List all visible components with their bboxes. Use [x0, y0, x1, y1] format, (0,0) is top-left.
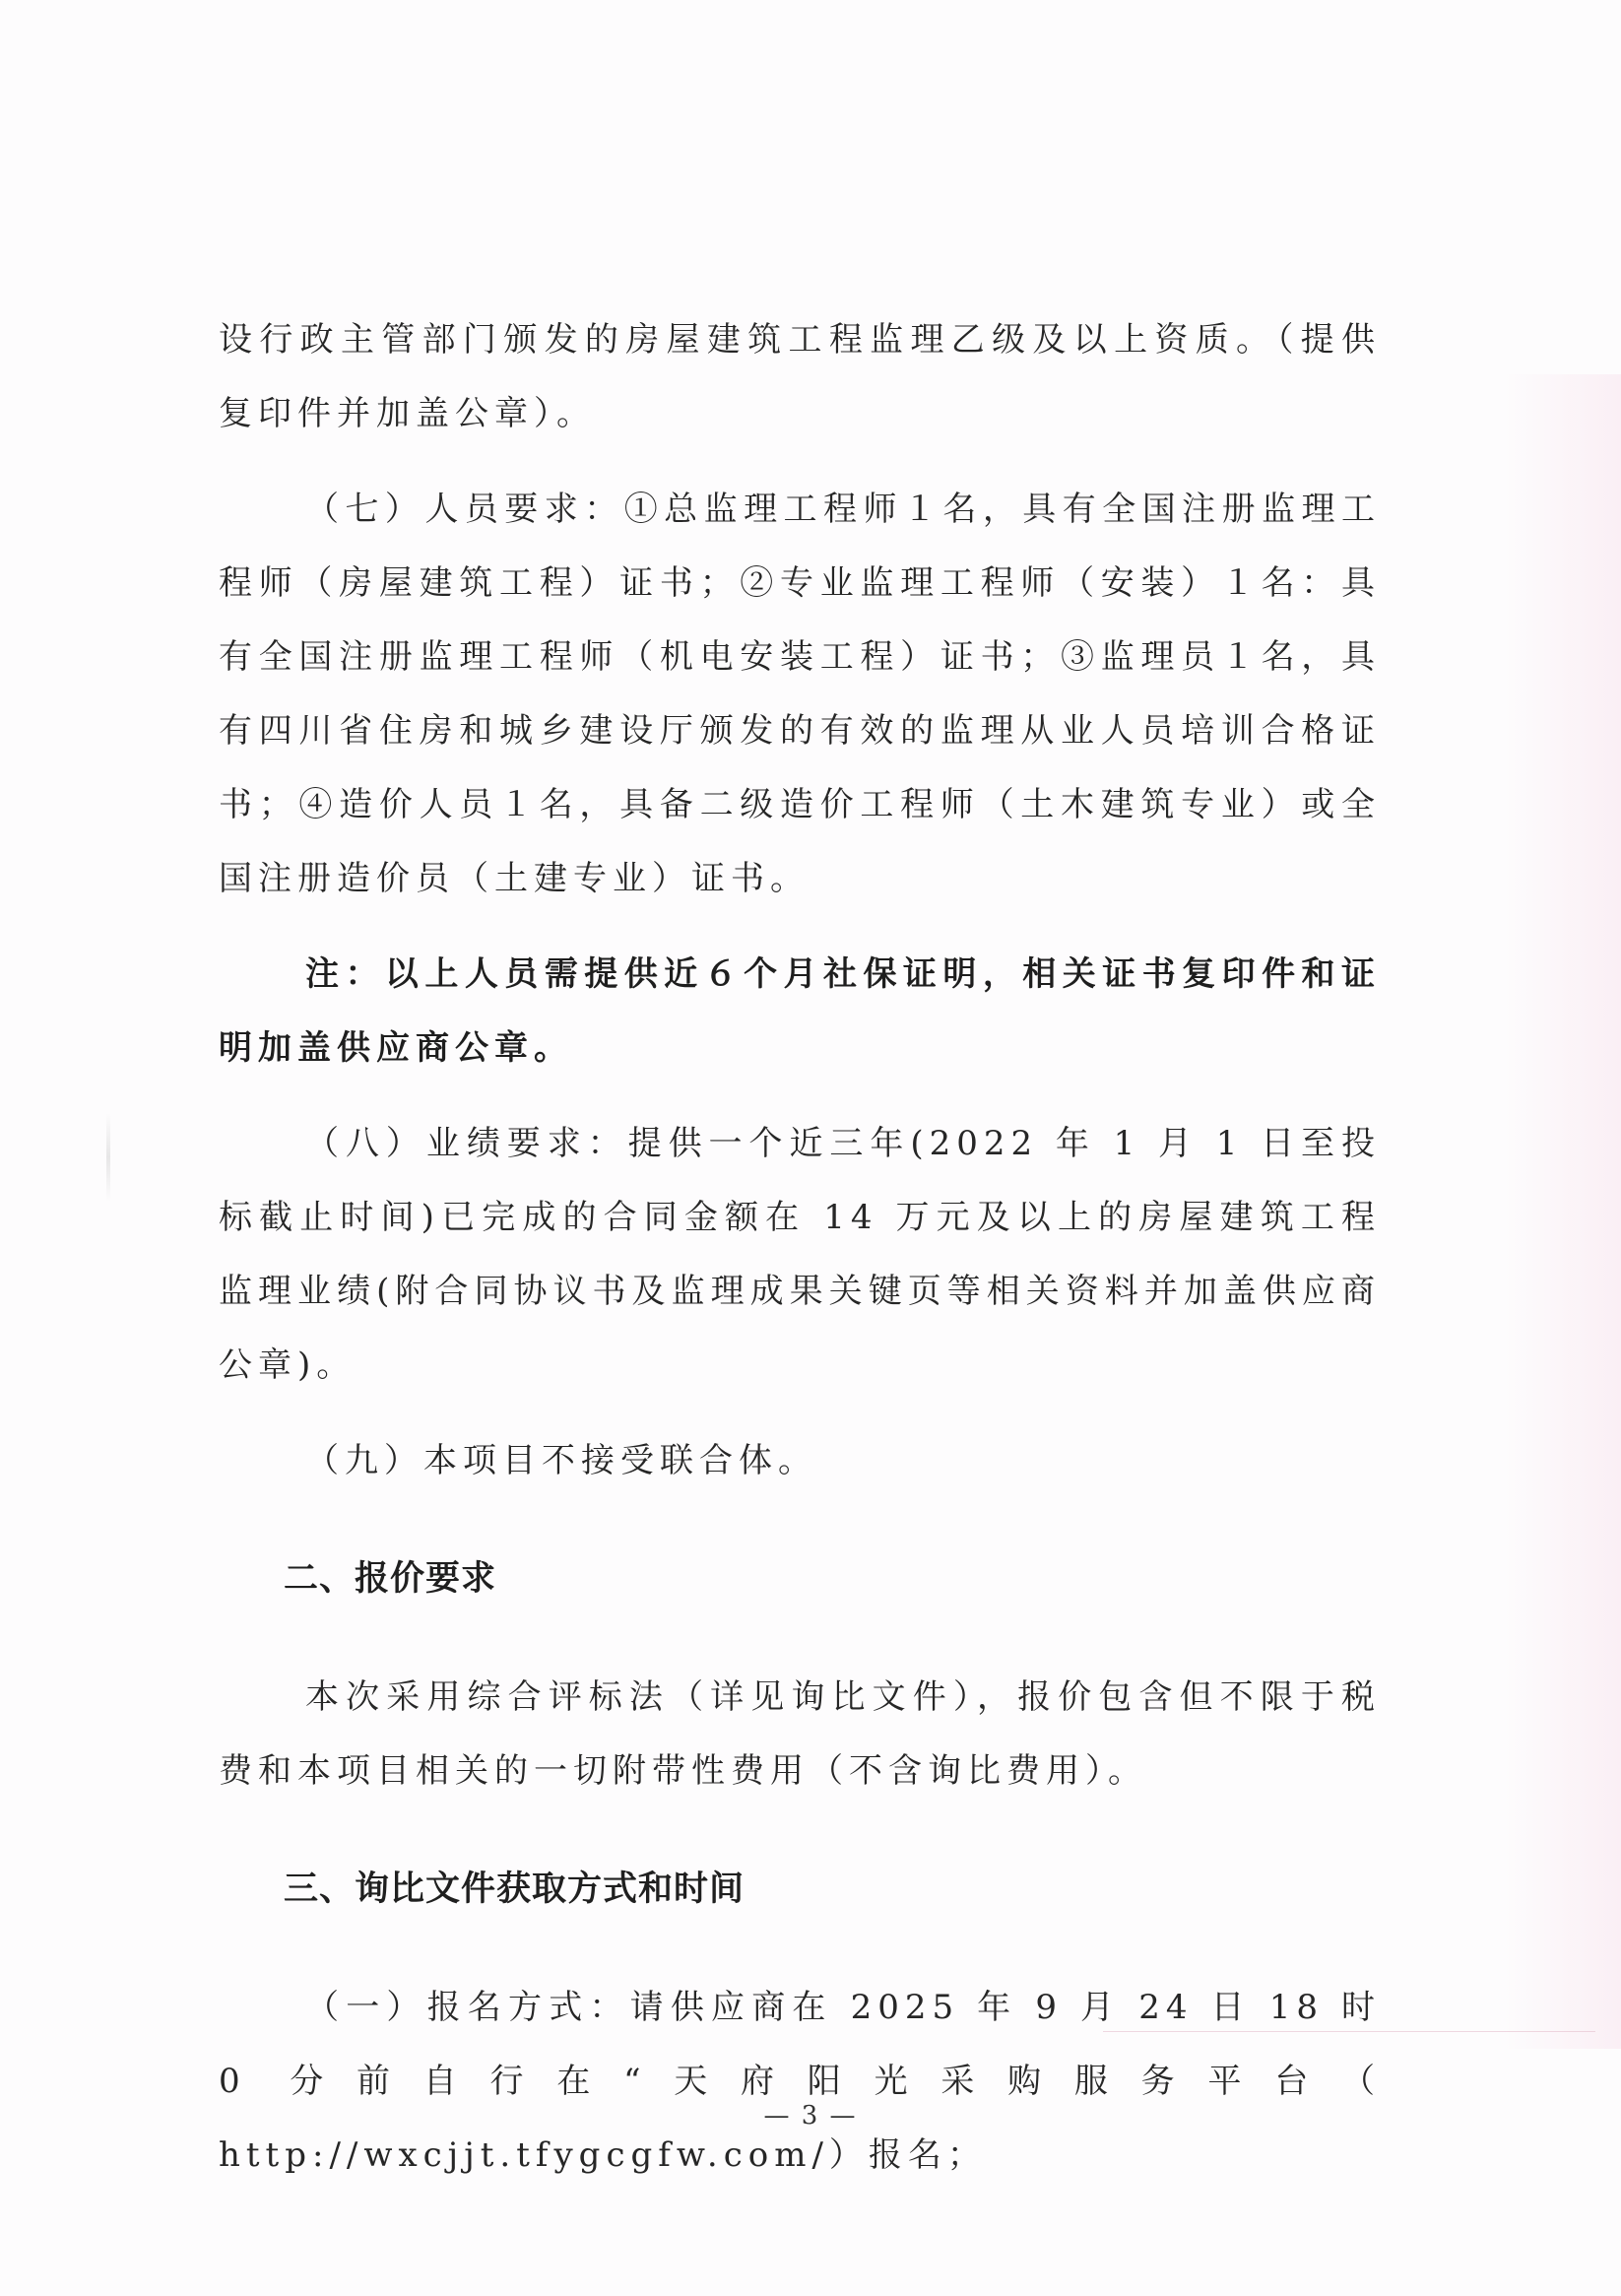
paragraph-registration-method: （一）报名方式：请供应商在 2025 年 9 月 24 日 18 时 0 分前自行在“天府阳光采购服务平台（ http://wxcjjt.tfygcgfw.com/）报名； [219, 1988, 1381, 2175]
scan-speck [106, 1113, 110, 1202]
scan-tint [1503, 374, 1621, 2049]
paragraph-qualification-continued: 设行政主管部门颁发的房屋建筑工程监理乙级及以上资质。（提供复印件并加盖公章）。 [219, 320, 1381, 433]
section-heading-quotation: 二、报价要求 [284, 1559, 497, 1599]
paragraph-performance-requirements: （八）业绩要求：提供一个近三年(2022 年 1 月 1 日至投标截止时间)已完成的合同金额在 14 万元及以上的房屋建筑工程监理业绩(附合同协议书及监理成果关键页等相关资料并加盖供应商公章)。 [219, 1124, 1381, 1385]
page-number: — 3 — [763, 2101, 858, 2131]
paragraph-no-consortium: （九）本项目不接受联合体。 [305, 1441, 817, 1480]
paragraph-personnel-requirements: （七）人员要求：①总监理工程师１名，具有全国注册监理工程师（房屋建筑工程）证书；②专业监理工程师（安装）１名：具有全国注册监理工程师（机电安装工程）证书；③监理员１名，具有四川省住房和城乡建设厅颁发的有效的监理从业人员培训合格证书；④造价人员１名，具备二级造价工程师（土木建筑专业）或全国注册造价员（土建专业）证书。 [219, 490, 1381, 898]
paragraph-personnel-note: 注：以上人员需提供近６个月社保证明，相关证书复印件和证明加盖供应商公章。 [219, 954, 1381, 1068]
section-heading-document-acquisition: 三、询比文件获取方式和时间 [284, 1870, 746, 1909]
document-body [219, 303, 1381, 2193]
paragraph-quotation-requirements: 本次采用综合评标法（详见询比文件），报价包含但不限于税费和本项目相关的一切附带性费用（不含询比费用）。 [219, 1677, 1381, 1791]
